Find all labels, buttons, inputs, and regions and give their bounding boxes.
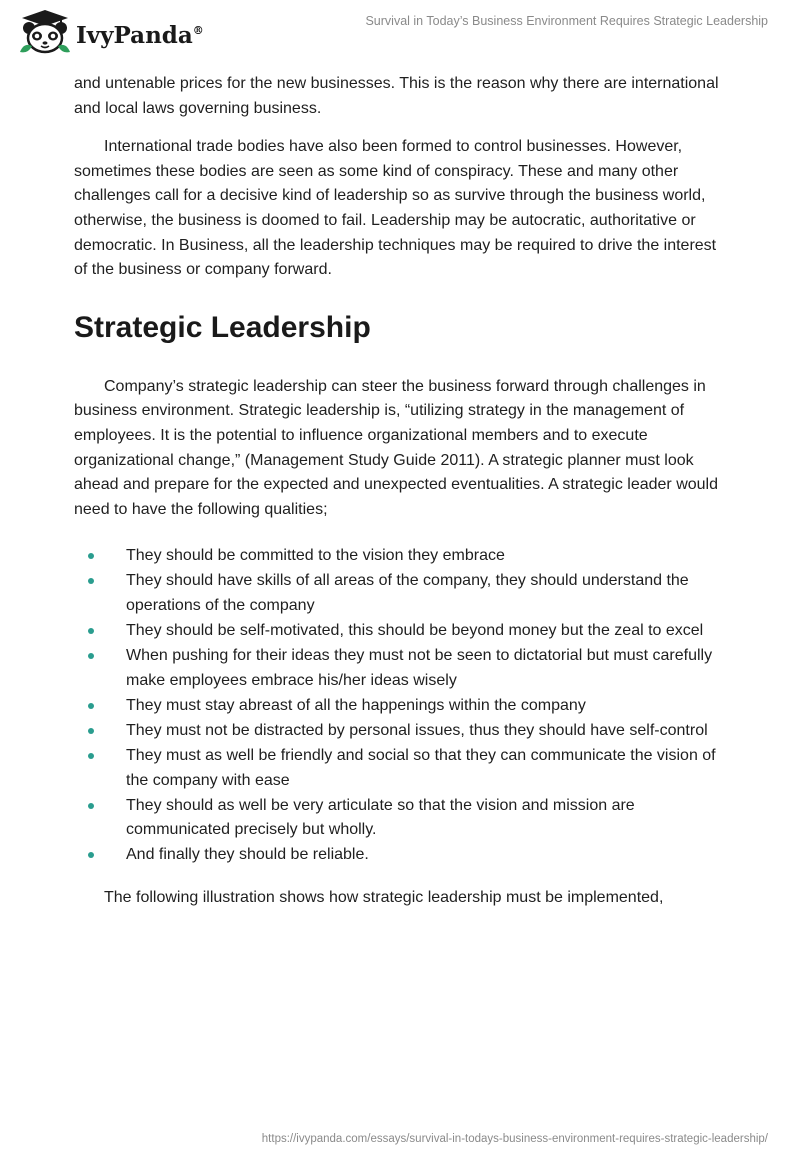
bullet-icon xyxy=(88,852,94,858)
list-item: They should be committed to the vision they embrace xyxy=(74,544,728,569)
bullet-icon xyxy=(88,628,94,634)
list-item: They must as well be friendly and social so that they can communicate the vision of the company with ease xyxy=(74,744,728,793)
list-item: They should be self-motivated, this should be beyond money but the zeal to excel xyxy=(74,619,728,644)
bullet-icon xyxy=(88,553,94,559)
bullet-icon xyxy=(88,653,94,659)
page-header xyxy=(0,0,800,70)
paragraph: Company’s strategic leadership can steer the business forward through challenges in business environment. Strategic leadership is, “utilizing strategy in the management of employees. It is the potential to influence organizational members and to execute organizational change,” (Management Study Guide 2011). A strategic planner must look ahead and prepare for the expected and unexpected eventualities. A strategic leader would need to have the following qualities; xyxy=(74,377,719,518)
bullet-icon xyxy=(88,703,94,709)
ivypanda-logo[interactable] xyxy=(16,8,204,60)
paragraph: International trade bodies have also been formed to control businesses. However, sometimes these bodies are seen as some kind of conspiracy. These and many other challenges call for a decisive kind of leadership so as survive through the business world, otherwise, the business is doomed to fail. Leadership may be autocratic, authoritative or democratic. In Business, all the leadership techniques may be required to drive the interest of the business or company forward. xyxy=(74,138,717,279)
essay-body xyxy=(74,72,728,911)
panda-graduate-icon xyxy=(16,8,74,60)
bullet-icon xyxy=(88,728,94,734)
document-title: Survival in Today’s Business Environment Requires Strategic Leadership xyxy=(365,14,768,28)
bullet-icon xyxy=(88,753,94,759)
source-url[interactable]: https://ivypanda.com/essays/survival-in-todays-business-environment-requires-strategic-leadership/ xyxy=(261,1133,768,1145)
list-item: They must stay abreast of all the happenings within the company xyxy=(74,694,728,719)
list-item: And finally they should be reliable. xyxy=(74,843,728,868)
list-item: They should as well be very articulate so that the vision and mission are communicated precisely but wholly. xyxy=(74,794,728,843)
paragraph: and untenable prices for the new businesses. This is the reason why there are international and local laws governing business. xyxy=(74,75,719,117)
bullet-icon xyxy=(88,578,94,584)
section-heading: Strategic Leadership xyxy=(74,310,371,344)
qualities-list xyxy=(74,544,728,868)
list-item: When pushing for their ideas they must not be seen to dictatorial but must carefully make employees embrace his/her ideas wisely xyxy=(74,644,728,693)
paragraph: The following illustration shows how strategic leadership must be implemented, xyxy=(104,889,664,907)
list-item: They must not be distracted by personal issues, thus they should have self-control xyxy=(74,719,728,744)
bullet-icon xyxy=(88,803,94,809)
brand-name: IvyPanda® xyxy=(76,21,204,49)
list-item: They should have skills of all areas of the company, they should understand the operations of the company xyxy=(74,569,728,618)
